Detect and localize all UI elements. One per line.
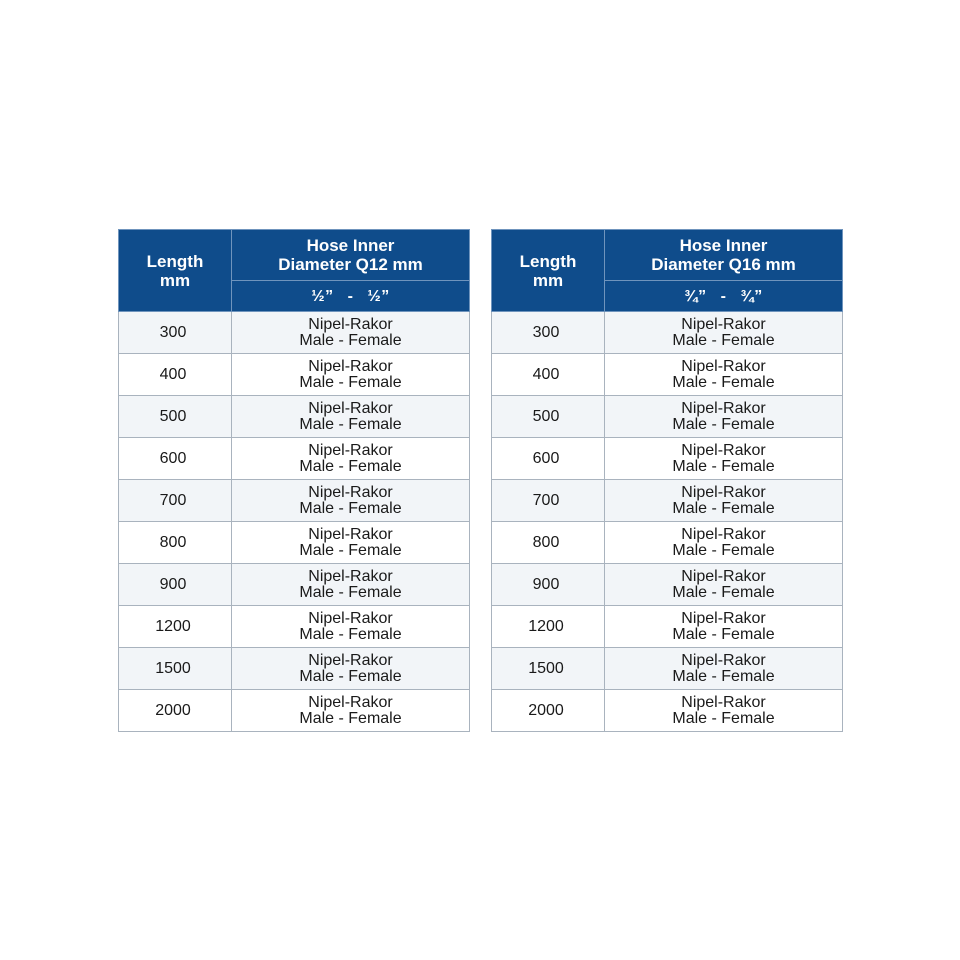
length-cell: 2000 [119, 690, 232, 732]
fitting-cell [605, 522, 843, 564]
fitting-type: Nipel-Rakor [681, 357, 766, 375]
length-column-header [492, 230, 605, 312]
fitting-type: Nipel-Rakor [308, 525, 393, 543]
diameter-header-line2: Diameter Q12 mm [278, 255, 423, 274]
fitting-type: Nipel-Rakor [308, 567, 393, 585]
table-row [492, 606, 843, 648]
fitting-type: Nipel-Rakor [308, 483, 393, 501]
fitting-type: Nipel-Rakor [308, 441, 393, 459]
fitting-type: Nipel-Rakor [681, 483, 766, 501]
thread-size-from: ½” [311, 287, 334, 305]
fitting-cell [605, 438, 843, 480]
length-cell: 400 [492, 354, 605, 396]
fitting-type: Nipel-Rakor [308, 693, 393, 711]
fitting-gender: Male - Female [299, 457, 402, 475]
fitting-type: Nipel-Rakor [308, 357, 393, 375]
length-header-label: Length [146, 251, 204, 271]
length-cell: 300 [119, 312, 232, 354]
table-row [119, 438, 470, 480]
fitting-gender: Male - Female [672, 709, 775, 727]
table-row [119, 606, 470, 648]
fitting-cell [605, 564, 843, 606]
fitting-type: Nipel-Rakor [681, 399, 766, 417]
fitting-cell [232, 648, 470, 690]
fitting-gender: Male - Female [672, 457, 775, 475]
length-cell: 600 [492, 438, 605, 480]
fitting-gender: Male - Female [299, 583, 402, 601]
fitting-gender: Male - Female [672, 331, 775, 349]
fitting-type: Nipel-Rakor [681, 651, 766, 669]
fitting-cell [232, 312, 470, 354]
length-cell: 1500 [492, 648, 605, 690]
fitting-type: Nipel-Rakor [681, 315, 766, 333]
fitting-gender: Male - Female [672, 415, 775, 433]
fitting-cell [232, 564, 470, 606]
fitting-gender: Male - Female [672, 625, 775, 643]
fitting-cell [232, 606, 470, 648]
table-row [492, 690, 843, 732]
thread-size-to: ½” [367, 287, 390, 305]
thread-size-from: ¾” [684, 287, 707, 305]
length-cell: 700 [492, 480, 605, 522]
table-row [492, 648, 843, 690]
thread-size-separator: - [347, 287, 354, 305]
fitting-type: Nipel-Rakor [308, 651, 393, 669]
diameter-header-line2: Diameter Q16 mm [651, 255, 796, 274]
fitting-cell [605, 690, 843, 732]
length-cell: 2000 [492, 690, 605, 732]
length-cell: 1200 [492, 606, 605, 648]
fitting-cell [605, 648, 843, 690]
table-row [492, 522, 843, 564]
thread-size-to: ¾” [740, 287, 763, 305]
table-row [119, 396, 470, 438]
table-header [492, 230, 843, 312]
length-cell: 900 [119, 564, 232, 606]
thread-size-header [605, 281, 843, 312]
table-row [119, 564, 470, 606]
table-row [119, 354, 470, 396]
fitting-gender: Male - Female [299, 373, 402, 391]
fitting-type: Nipel-Rakor [681, 441, 766, 459]
length-cell: 500 [119, 396, 232, 438]
fitting-gender: Male - Female [672, 499, 775, 517]
table-row [492, 354, 843, 396]
fitting-cell [605, 480, 843, 522]
table-row [492, 480, 843, 522]
length-header-unit: mm [159, 270, 191, 290]
fitting-gender: Male - Female [299, 331, 402, 349]
fitting-gender: Male - Female [299, 415, 402, 433]
fitting-gender: Male - Female [672, 667, 775, 685]
fitting-cell [232, 438, 470, 480]
table-row [119, 648, 470, 690]
fitting-type: Nipel-Rakor [681, 609, 766, 627]
fitting-gender: Male - Female [299, 709, 402, 727]
length-header-label: Length [519, 251, 577, 271]
hose-spec-table-q16 [491, 229, 843, 732]
fitting-gender: Male - Female [299, 541, 402, 559]
table-row [492, 396, 843, 438]
length-cell: 1500 [119, 648, 232, 690]
table-header [119, 230, 470, 312]
fitting-cell [232, 690, 470, 732]
table-row [119, 312, 470, 354]
length-cell: 300 [492, 312, 605, 354]
table-row [119, 480, 470, 522]
fitting-cell [232, 396, 470, 438]
fitting-type: Nipel-Rakor [308, 315, 393, 333]
table-row [492, 564, 843, 606]
fitting-cell [605, 606, 843, 648]
length-cell: 400 [119, 354, 232, 396]
length-cell: 800 [492, 522, 605, 564]
fitting-cell [605, 396, 843, 438]
length-cell: 900 [492, 564, 605, 606]
fitting-gender: Male - Female [299, 499, 402, 517]
length-cell: 800 [119, 522, 232, 564]
fitting-cell [605, 312, 843, 354]
fitting-cell [232, 354, 470, 396]
hose-spec-table-q12 [118, 229, 470, 732]
table-body [119, 312, 470, 732]
thread-size-header [232, 281, 470, 312]
diameter-header-line1: Hose Inner [679, 236, 768, 255]
diameter-column-header [605, 230, 843, 281]
table-row [119, 522, 470, 564]
fitting-type: Nipel-Rakor [308, 399, 393, 417]
fitting-type: Nipel-Rakor [681, 525, 766, 543]
length-cell: 700 [119, 480, 232, 522]
fitting-type: Nipel-Rakor [681, 567, 766, 585]
thread-size-separator: - [720, 287, 727, 305]
diameter-column-header [232, 230, 470, 281]
length-header-unit: mm [532, 270, 564, 290]
table-body [492, 312, 843, 732]
table-row [492, 438, 843, 480]
length-column-header [119, 230, 232, 312]
fitting-type: Nipel-Rakor [681, 693, 766, 711]
fitting-cell [605, 354, 843, 396]
fitting-cell [232, 522, 470, 564]
fitting-gender: Male - Female [672, 373, 775, 391]
fitting-gender: Male - Female [299, 625, 402, 643]
table-row [119, 690, 470, 732]
length-cell: 1200 [119, 606, 232, 648]
table-row [492, 312, 843, 354]
fitting-gender: Male - Female [299, 667, 402, 685]
fitting-gender: Male - Female [672, 541, 775, 559]
fitting-cell [232, 480, 470, 522]
length-cell: 600 [119, 438, 232, 480]
fitting-type: Nipel-Rakor [308, 609, 393, 627]
fitting-gender: Male - Female [672, 583, 775, 601]
diameter-header-line1: Hose Inner [306, 236, 395, 255]
length-cell: 500 [492, 396, 605, 438]
